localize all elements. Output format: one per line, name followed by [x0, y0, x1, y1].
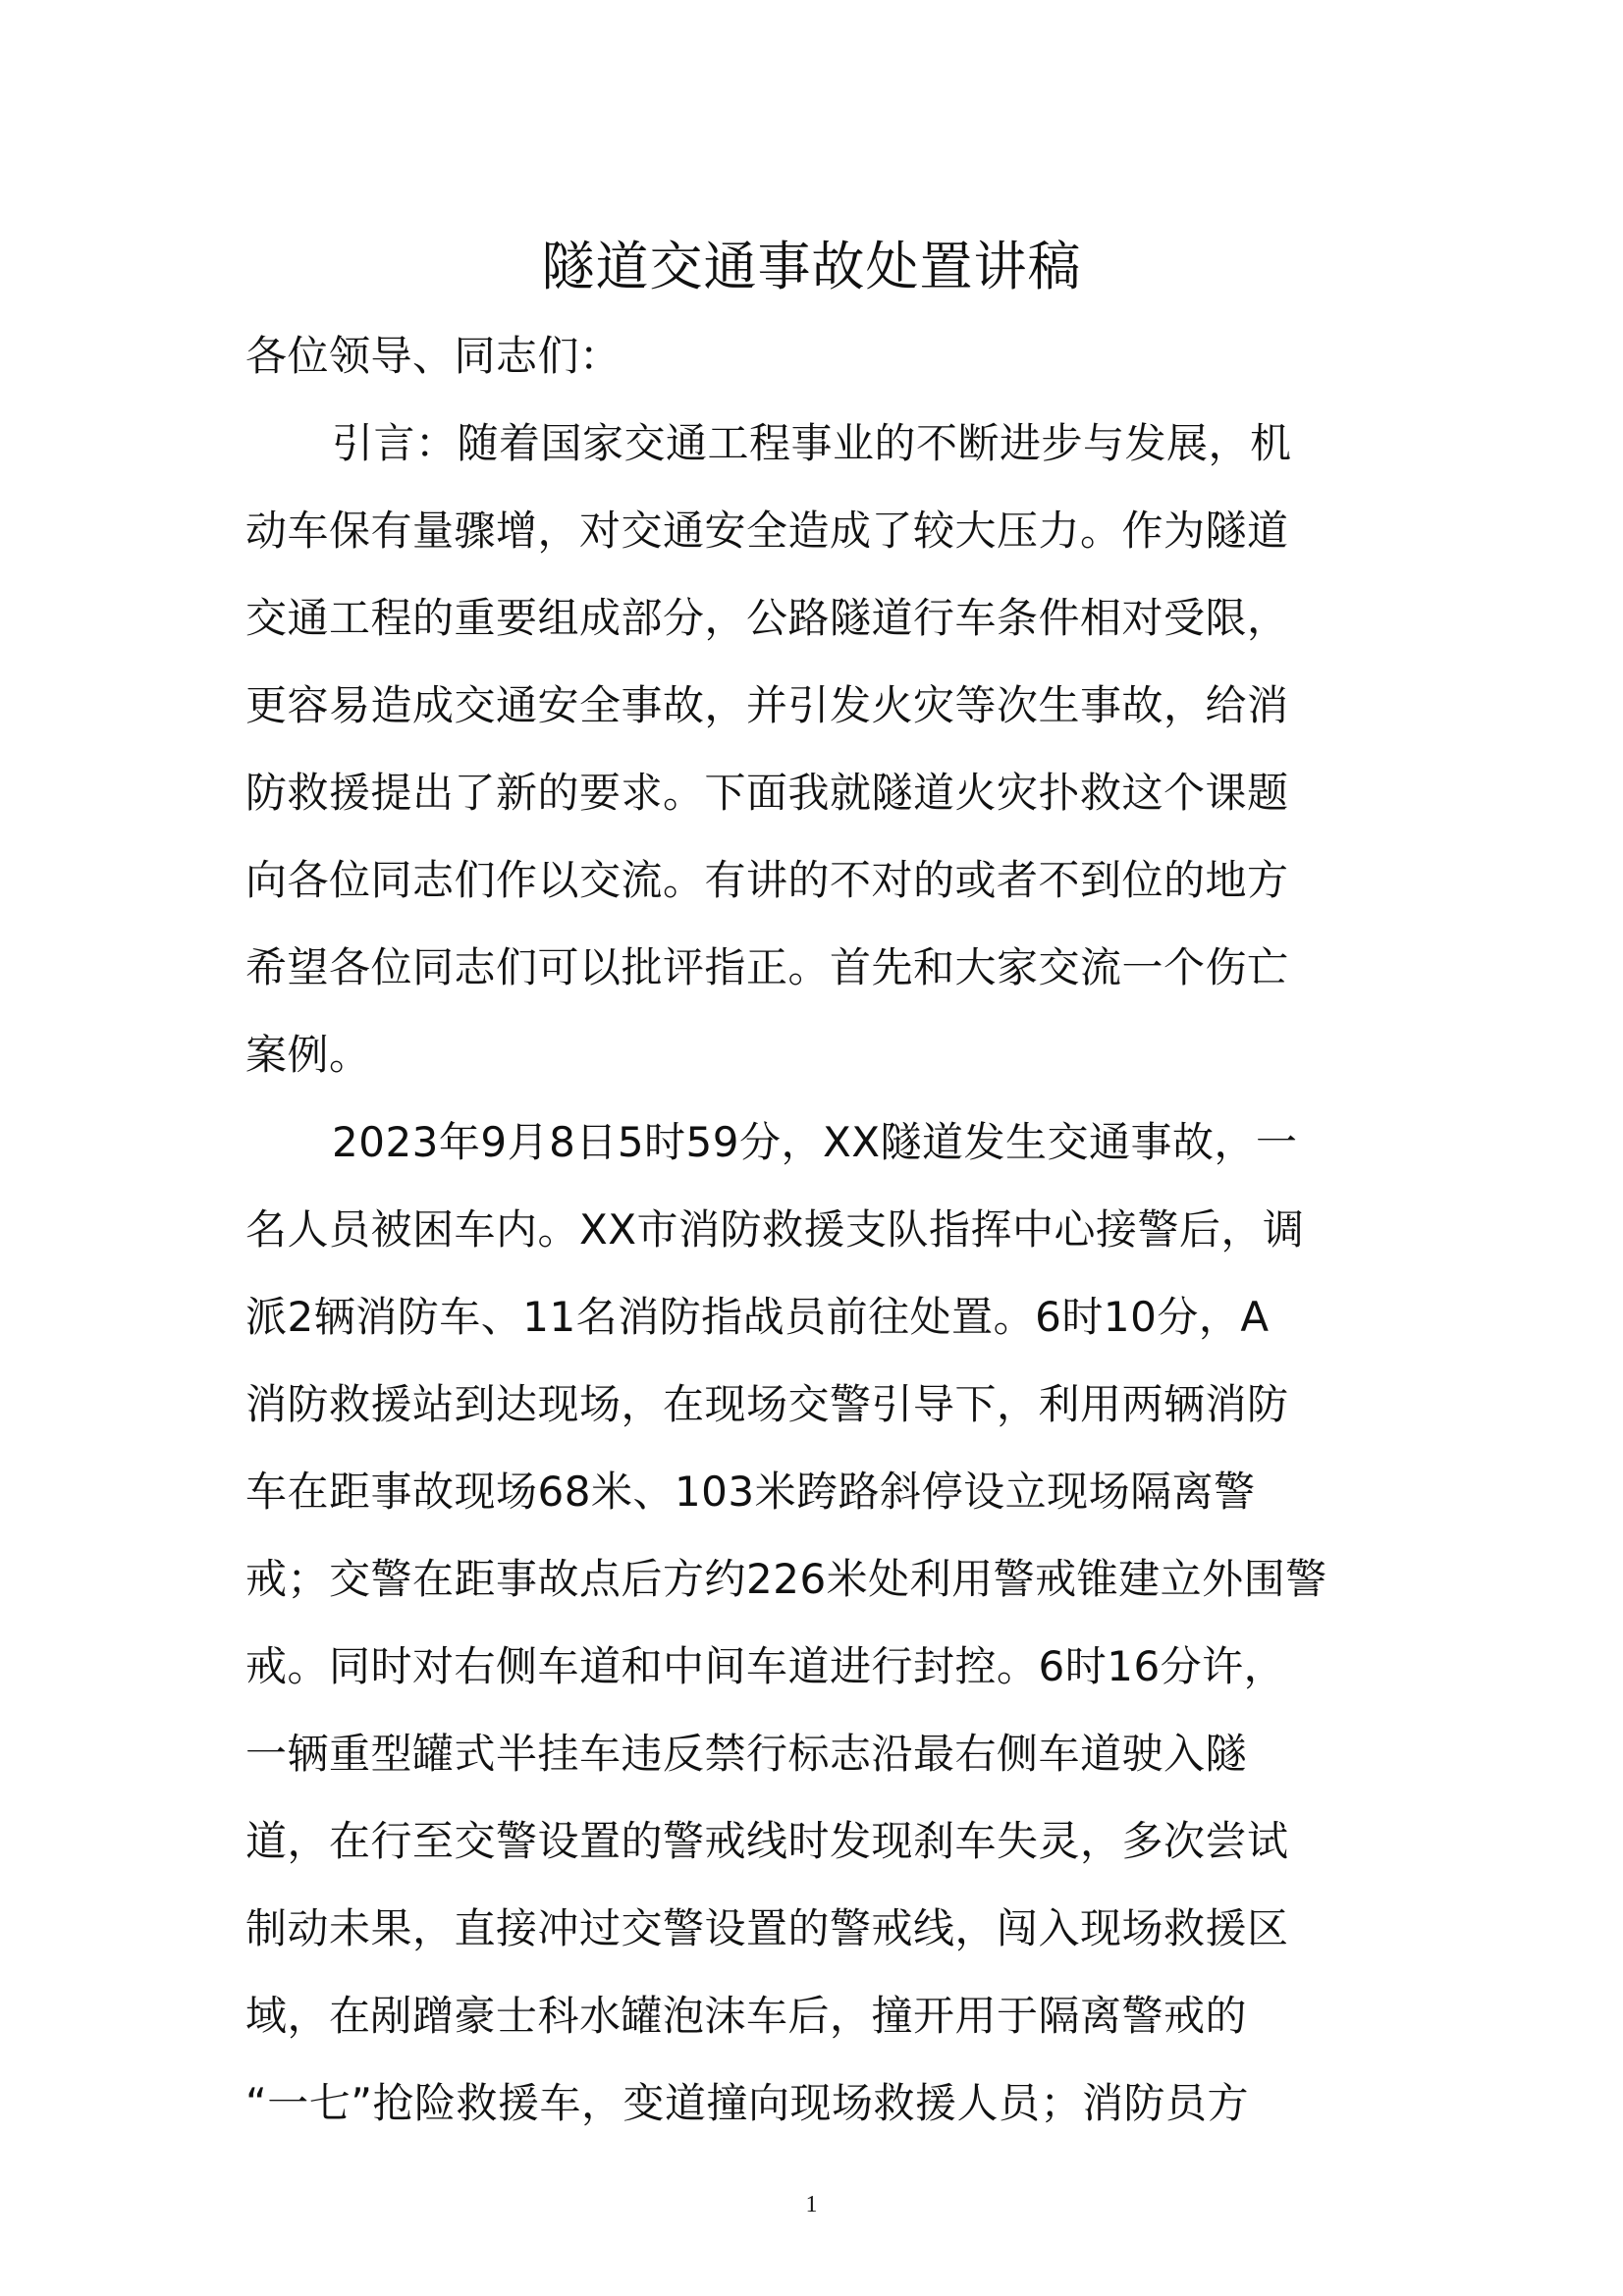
page-number: 1	[805, 2192, 818, 2217]
text-line: 车在距事故现场68米、103米跨路斜停设立现场隔离警	[245, 1468, 1256, 1516]
text-line: 消防救援站到达现场，在现场交警引导下，利用两辆消防	[245, 1380, 1289, 1428]
text-line: 更容易造成交通安全事故，并引发火灾等次生事故，给消	[245, 681, 1289, 729]
text-line: 2023年9月8日5时59分，XX隧道发生交通事故，一	[332, 1118, 1298, 1166]
text-line: 名人员被困车内。XX市消防救援支队指挥中心接警后，调	[245, 1205, 1305, 1254]
document-title: 隧道交通事故处置讲稿	[541, 236, 1082, 297]
text-line: 交通工程的重要组成部分，公路隧道行车条件相对受限，	[245, 594, 1289, 642]
text-line: 防救援提出了新的要求。下面我就隧道火灾扑救这个课题	[245, 769, 1289, 817]
text-line: 制动未果，直接冲过交警设置的警戒线，闯入现场救援区	[245, 1904, 1289, 1952]
text-line: 案例。	[245, 1031, 371, 1079]
text-line: 戒。同时对右侧车道和中间车道进行封控。6时16分许，	[245, 1642, 1286, 1690]
text-line: 希望各位同志们可以批评指正。首先和大家交流一个伤亡	[245, 943, 1289, 991]
text-line: 引言：随着国家交通工程事业的不断进步与发展，机	[332, 419, 1292, 467]
text-line: 动车保有量骤增，对交通安全造成了较大压力。作为隧道	[245, 507, 1289, 555]
text-line: 向各位同志们作以交流。有讲的不对的或者不到位的地方	[245, 856, 1289, 904]
text-line: 道，在行至交警设置的警戒线时发现刹车失灵，多次尝试	[245, 1817, 1289, 1865]
text-line: “一七”抢险救援车，变道撞向现场救援人员；消防员方	[245, 2079, 1250, 2127]
document-body	[245, 312, 1384, 2147]
text-line: 各位领导、同志们：	[245, 332, 622, 380]
text-line: 戒；交警在距事故点后方约226米处利用警戒锥建立外围警	[245, 1555, 1327, 1603]
text-line: 域，在剐蹭豪士科水罐泡沫车后，撞开用于隔离警戒的	[245, 1992, 1248, 2040]
text-line: 派2辆消防车、11名消防指战员前往处置。6时10分，A	[245, 1293, 1270, 1341]
text-line: 一辆重型罐式半挂车违反禁行标志沿最右侧车道驶入隧	[245, 1730, 1248, 1778]
